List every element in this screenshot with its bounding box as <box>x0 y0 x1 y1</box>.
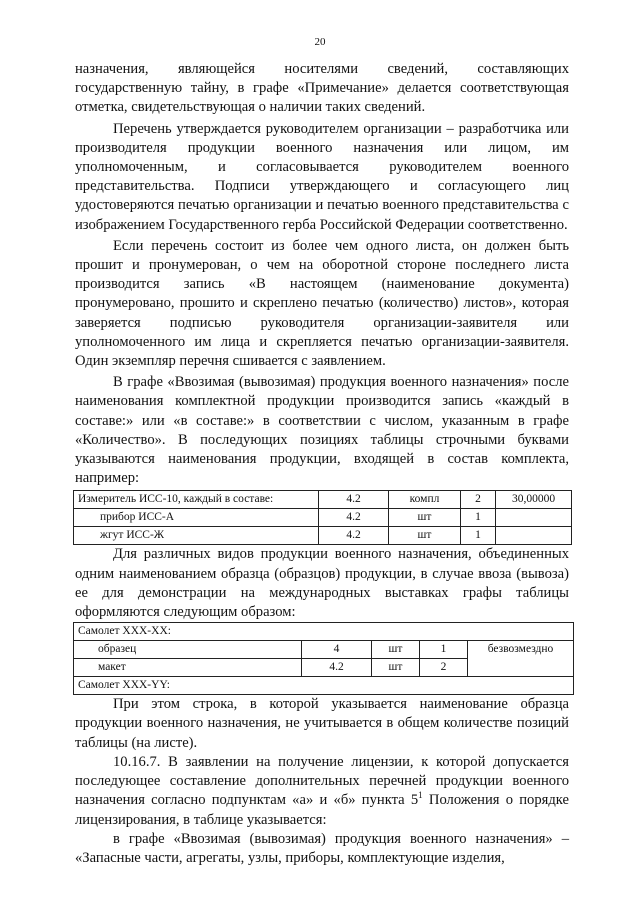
table-cell-name: макет <box>74 659 302 677</box>
table-cell-qty: 1 <box>461 509 496 527</box>
table-group-footer: Самолет ХХХ-YY: <box>74 677 574 695</box>
table-cell-code: 4.2 <box>319 509 389 527</box>
document-body <box>75 60 569 868</box>
table-row <box>74 623 574 641</box>
table-cell-name: прибор ИСС-А <box>74 509 319 527</box>
table-cell-unit: компл <box>389 491 461 509</box>
table-row <box>74 677 574 695</box>
table-cell-unit: шт <box>372 659 420 677</box>
table-cell-price <box>496 527 572 545</box>
table-cell-qty: 2 <box>461 491 496 509</box>
example-table-exhibition <box>73 622 574 695</box>
paragraph-1: назначения, являющейся носителями сведений, составляющих государственную тайну, в графе «Примечание» делается соответствующая отметка, свидетельствующая о наличии таких сведений. <box>75 61 569 116</box>
table-cell-code: 4.2 <box>302 659 372 677</box>
paragraph-6: При этом строка, в которой указывается наименование образца продукции военного назначения, не учитывается в общем количестве позиций таблицы (на листе). <box>75 696 569 751</box>
table-cell-unit: шт <box>389 509 461 527</box>
table-cell-price: 30,00000 <box>496 491 572 509</box>
page-number: 20 <box>314 36 326 48</box>
table-cell-name: Измеритель ИСС-10, каждый в составе: <box>74 491 319 509</box>
paragraph-7 <box>75 753 569 830</box>
example-table-kit <box>73 490 572 545</box>
paragraph-4: В графе «Ввозимая (вывозимая) продукция военного назначения» после наименования комплектной продукции производится запись «каждый в составе:» или «в составе:» в соответствии с числом, указанным в графе «Количество». В последующих позициях таблицы строчными буквами указываются наименования продукции, входящей в состав комплекта, например: <box>75 374 569 487</box>
table-cell-qty: 1 <box>420 641 468 659</box>
table-cell-price <box>496 509 572 527</box>
table-cell-qty: 1 <box>461 527 496 545</box>
table-row <box>74 509 572 527</box>
table-cell-qty: 2 <box>420 659 468 677</box>
table-cell-name: жгут ИСС-Ж <box>74 527 319 545</box>
table-cell-code: 4 <box>302 641 372 659</box>
paragraph-2: Перечень утверждается руководителем организации – разработчика или производителя продукции военного назначения или лицом, им уполномоченным, и согласовывается руководителем военного представительства. Подписи утверждающего и согласующего лиц удостоверяются печатью организации и печатью военного представительства с изображением Государственного герба Российской Федерации соответственно. <box>75 120 569 233</box>
table-cell-name: образец <box>74 641 302 659</box>
table-cell-unit: шт <box>372 641 420 659</box>
table-row <box>74 527 572 545</box>
table-cell-unit: шт <box>389 527 461 545</box>
paragraph-8: в графе «Ввозимая (вывозимая) продукция военного назначения» – «Запасные части, агрегаты, узлы, приборы, комплектующие изделия, <box>75 830 569 866</box>
footnote-superscript: 1 <box>418 790 423 801</box>
table-cell-note: безвозмездно <box>468 641 574 677</box>
paragraph-5: Для различных видов продукции военного назначения, объединенных одним наименованием образца (образцов) продукции, в случае ввоза (вывоза) ее для демонстрации на международных выставках графы таблицы оформляются следующим образом: <box>75 546 569 621</box>
table-cell-code: 4.2 <box>319 491 389 509</box>
paragraph-3: Если перечень состоит из более чем одного листа, он должен быть прошит и пронумерован, о чем на оборотной стороне последнего листа производится запись «В настоящем (наименование документа) пронумеровано, прошито и скреплено печатью (количество) листов», которая заверяется подписью руководителя организации-заявителя или уполномоченного им лица и скрепляется печатью организации-заявителя. Один экземпляр перечня сшивается с заявлением. <box>75 237 569 370</box>
paragraph-7-text: 10.16.7. В заявлении на получение лицензии, к которой допускается последующее составление дополнительных перечней продукции военного назначения согласно подпунктам «а» и «б» пункта 5 <box>75 753 569 809</box>
table-group-header: Самолет ХХХ-ХХ: <box>74 623 574 641</box>
table-row <box>74 491 572 509</box>
paragraph-7-text-end: Положения о порядке лицензирования, в таблице указывается: <box>75 792 569 828</box>
table-row <box>74 641 574 659</box>
table-cell-code: 4.2 <box>319 527 389 545</box>
